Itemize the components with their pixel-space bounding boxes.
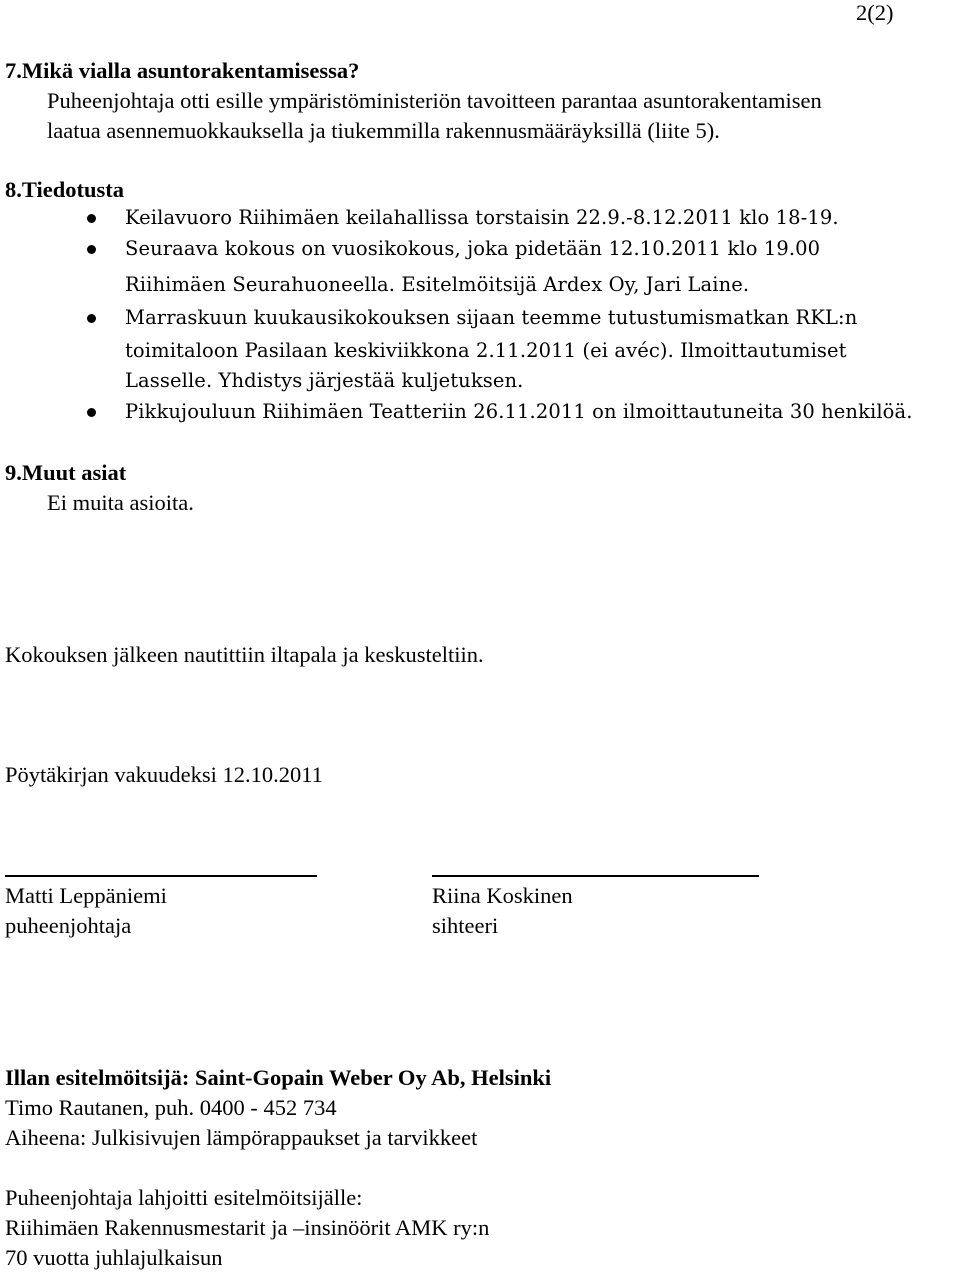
list-item-line: toimitaloon Pasilaan keskiviikkona 2.11.2011 (ei avéc). Ilmoittautumiset — [125, 339, 847, 362]
bullet-icon — [87, 314, 96, 323]
bullet-icon — [87, 408, 96, 417]
signatory-name: Matti Leppäniemi — [5, 883, 167, 908]
speaker-contact: Timo Rautanen, puh. 0400 - 452 734 — [5, 1095, 337, 1120]
page-number: 2(2) — [856, 0, 894, 25]
signatory-role: puheenjohtaja — [5, 913, 132, 938]
gift-line-1: Puheenjohtaja lahjoitti esitelmöitsijälle: — [5, 1185, 363, 1210]
speaker-heading: Illan esitelmöitsijä: Saint-Gopain Weber Oy Ab, Helsinki — [5, 1065, 552, 1090]
section-9-text: Ei muita asioita. — [47, 490, 194, 515]
gift-line-2: Riihimäen Rakennusmestarit ja –insinöörit AMK ry:n — [5, 1215, 490, 1240]
gift-line-3: 70 vuotta juhlajulkaisun — [5, 1245, 223, 1270]
bullet-icon — [87, 245, 96, 254]
signature-line — [5, 875, 317, 877]
speaker-topic: Aiheena: Julkisivujen lämpörappaukset ja tarvikkeet — [5, 1125, 478, 1150]
signature-line — [432, 875, 759, 877]
verification-text: Pöytäkirjan vakuudeksi 12.10.2011 — [5, 762, 323, 787]
section-8-heading: 8.Tiedotusta — [5, 177, 124, 202]
bullet-icon — [87, 214, 96, 223]
list-item-line: Lasselle. Yhdistys järjestää kuljetuksen. — [125, 369, 524, 392]
section-7-line-2: laatua asennemuokkauksella ja tiukemmilla rakennusmääräyksillä (liite 5). — [47, 118, 720, 143]
list-item-line: Seuraava kokous on vuosikokous, joka pidetään 12.10.2011 klo 19.00 — [125, 237, 821, 260]
signatory-role: sihteeri — [432, 913, 499, 938]
section-7-heading: 7.Mikä vialla asuntorakentamisessa? — [5, 58, 360, 83]
list-item-line: Pikkujouluun Riihimäen Teatteriin 26.11.2011 on ilmoittautuneita 30 henkilöä. — [125, 400, 913, 423]
closing-text: Kokouksen jälkeen nautittiin iltapala ja keskusteltiin. — [5, 642, 484, 667]
list-item-line: Keilavuoro Riihimäen keilahallissa torstaisin 22.9.-8.12.2011 klo 18-19. — [125, 206, 839, 229]
signatory-name: Riina Koskinen — [432, 883, 573, 908]
list-item-line: Riihimäen Seurahuoneella. Esitelmöitsijä Ardex Oy, Jari Laine. — [125, 273, 750, 296]
section-7-line-1: Puheenjohtaja otti esille ympäristöministeriön tavoitteen parantaa asuntorakentamisen — [47, 88, 822, 113]
section-9-heading: 9.Muut asiat — [5, 460, 127, 485]
list-item-line: Marraskuun kuukausikokouksen sijaan teemme tutustumismatkan RKL:n — [125, 306, 858, 329]
